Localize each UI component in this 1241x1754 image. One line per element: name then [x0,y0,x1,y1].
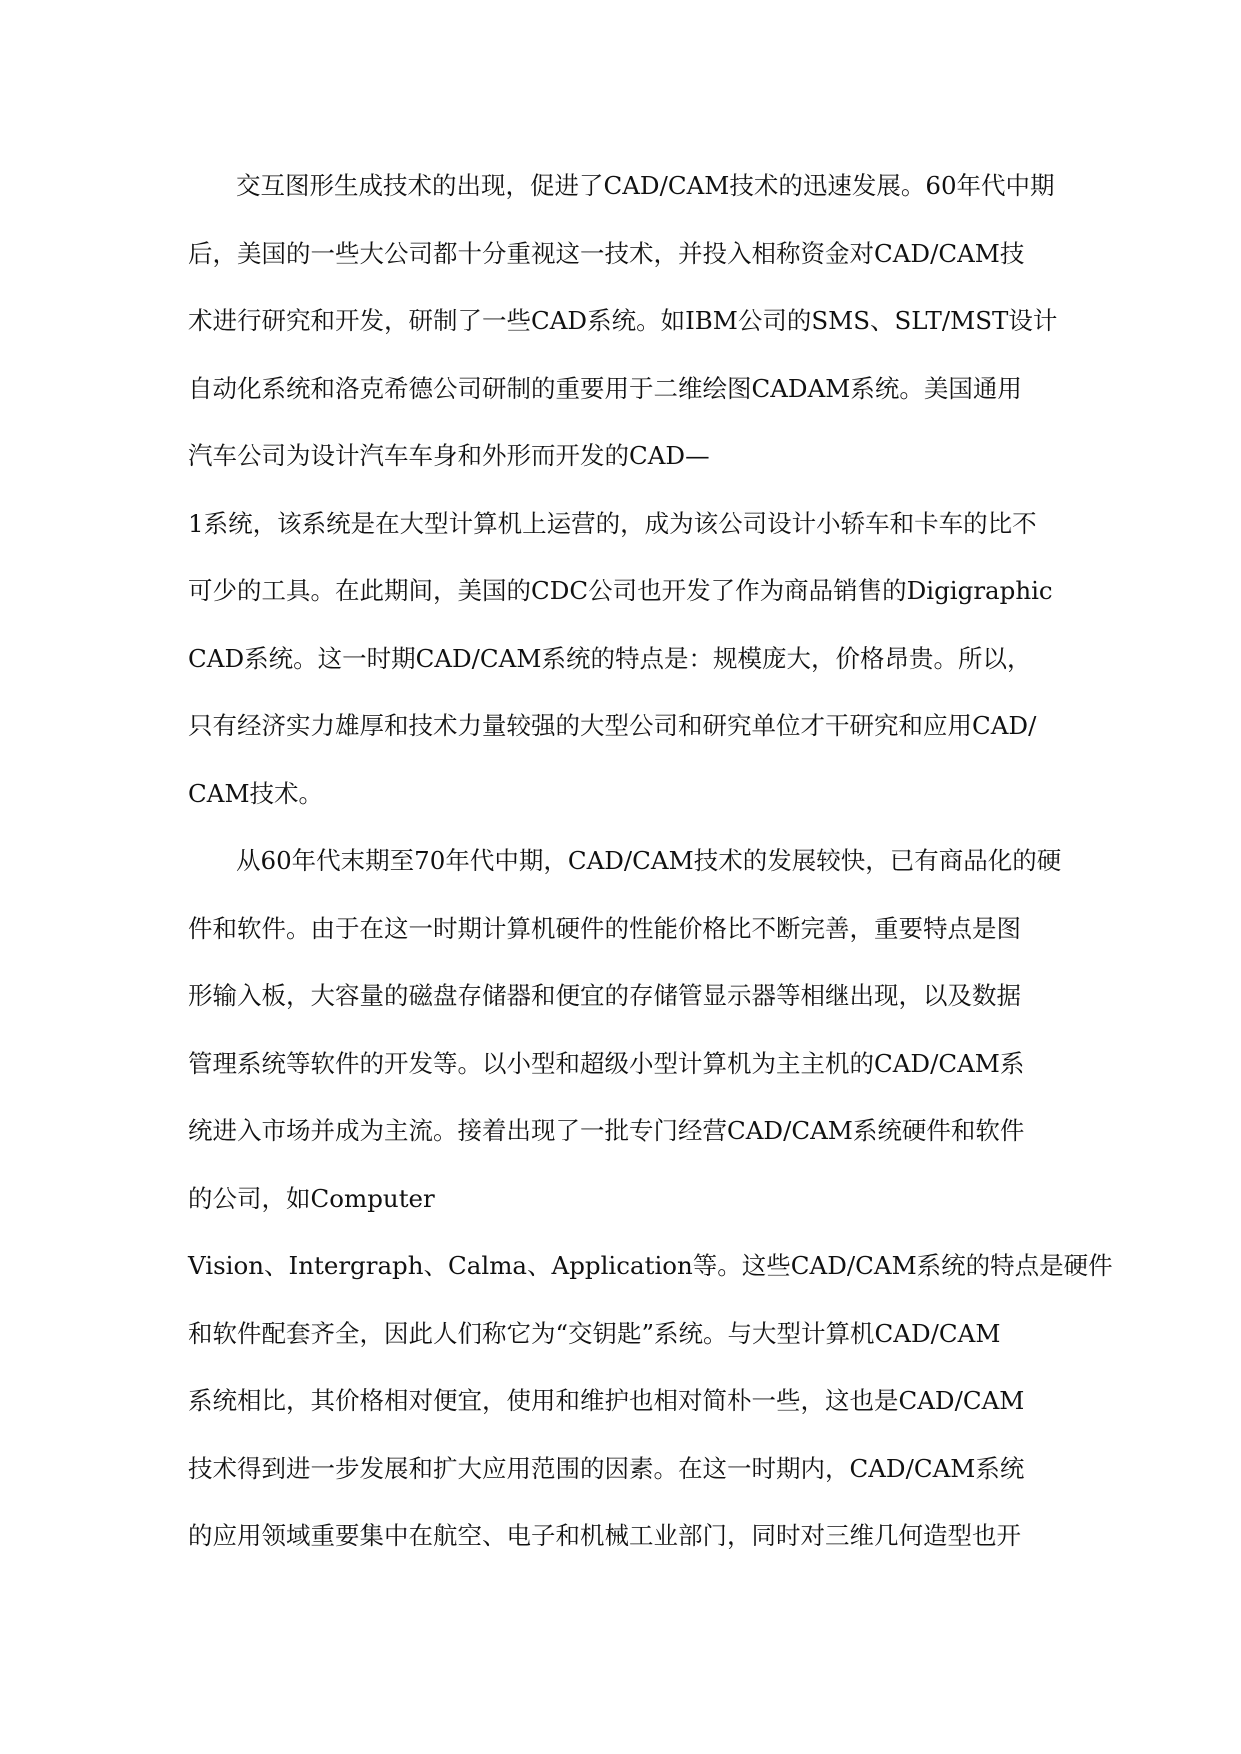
text-line: 交互图形生成技术的出现，促进了CAD/CAM技术的迅速发展。60年代中期 [236,171,1055,200]
paragraph-1 [188,152,1058,827]
text-line: 统进入市场并成为主流。接着出现了一批专门经营CAD/CAM系统硬件和软件 [188,1116,1025,1145]
text-line: CAD系统。这一时期CAD/CAM系统的特点是：规模庞大，价格昂贵。所以， [188,643,1032,673]
text-line: 汽车公司为设计汽车车身和外形而开发的CAD— [188,441,710,470]
text-line: 系统相比，其价格相对便宜，使用和维护也相对简朴一些，这也是CAD/CAM [188,1386,1025,1415]
text-line: 技术得到进一步发展和扩大应用范围的因素。在这一时期内，CAD/CAM系统 [188,1453,1025,1483]
text-line: 从60年代末期至70年代中期，CAD/CAM技术的发展较快，已有商品化的硬 [236,846,1062,875]
text-line: 件和软件。由于在这一时期计算机硬件的性能价格比不断完善，重要特点是图 [188,913,1021,943]
paragraph-2 [188,827,1113,1570]
text-line: 和软件配套齐全，因此人们称它为“交钥匙”系统。与大型计算机CAD/CAM [188,1318,1001,1348]
text-line: 1系统，该系统是在大型计算机上运营的，成为该公司设计小轿车和卡车的比不 [188,508,1037,538]
text-line: 可少的工具。在此期间，美国的CDC公司也开发了作为商品销售的Digigraphic [188,576,1053,605]
body-text [188,152,1113,1570]
text-line: 自动化系统和洛克希德公司研制的重要用于二维绘图CADAM系统。美国通用 [188,373,1022,403]
text-line: 术进行研究和开发，研制了一些CAD系统。如IBM公司的SMS、SLT/MST设计 [188,306,1058,335]
text-line: 的应用领域重要集中在航空、电子和机械工业部门，同时对三维几何造型也开 [188,1521,1021,1550]
text-line: Vision、Intergraph、Calma、Application等。这些CAD/CAM系统的特点是硬件 [188,1251,1113,1280]
text-line: CAM技术。 [188,778,324,808]
text-line: 后，美国的一些大公司都十分重视这一技术，并投入相称资金对CAD/CAM技 [188,238,1025,268]
text-line: 只有经济实力雄厚和技术力量较强的大型公司和研究单位才干研究和应用CAD/ [188,711,1037,740]
text-line: 管理系统等软件的开发等。以小型和超级小型计算机为主主机的CAD/CAM系 [188,1048,1025,1078]
text-line: 的公司，如Computer [188,1183,435,1213]
text-line: 形输入板，大容量的磁盘存储器和便宜的存储管显示器等相继出现，以及数据 [188,981,1021,1010]
